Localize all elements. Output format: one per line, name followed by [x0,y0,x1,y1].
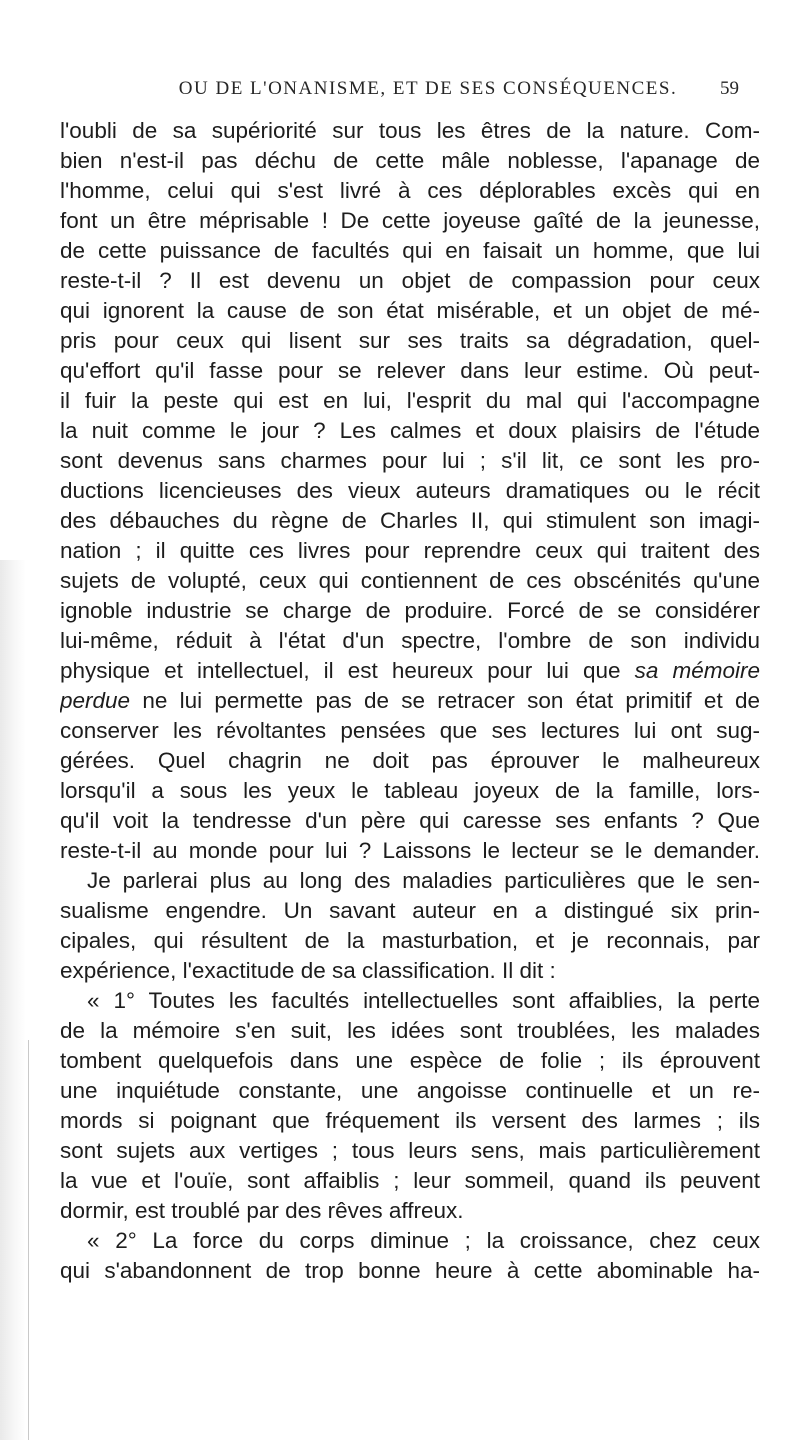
text-line: expérience, l'exactitude de sa classification. Il dit : [60,958,556,983]
text-line: dormir, est troublé par des rêves affreux. [60,1198,464,1223]
text-line: sujets de volupté, ceux qui contiennent de ces obscénités qu'une [60,568,760,593]
text-line: des débauches du règne de Charles II, qui stimulent son imagi- [60,508,760,533]
text-line: font un être méprisable ! De cette joyeuse gaîté de la jeunesse, [60,208,760,233]
binding-gutter-line [28,1040,29,1440]
text-line: qui s'abandonnent de trop bonne heure à cette abominable ha- [60,1258,760,1283]
text-line: mords si poignant que fréquement ils versent des larmes ; ils [60,1108,760,1133]
text-line: bien n'est-il pas déchu de cette mâle noblesse, l'apanage de [60,148,760,173]
text-line: sont devenus sans charmes pour lui ; s'il lit, ce sont les pro- [60,448,760,473]
text-segment: ne lui permette pas de se retracer son état primitif et de [142,688,760,713]
text-line: l'oubli de sa supériorité sur tous les êtres de la nature. Com- [60,118,760,143]
text-line: conserver les révoltantes pensées que ses lectures lui ont sug- [60,718,760,743]
text-line: sualisme engendre. Un savant auteur en a distingué six prin- [60,898,760,923]
running-head [0,72,800,108]
text-line: une inquiétude constante, une angoisse continuelle et un re- [60,1078,760,1103]
text-line: « 1° Toutes les facultés intellectuelles sont affaiblies, la perte [87,988,760,1013]
text-line: la vue et l'ouïe, sont affaiblis ; leur sommeil, quand ils peuvent [60,1168,760,1193]
text-line: qui ignorent la cause de son état misérable, et un objet de mé- [60,298,760,323]
text-segment: physique et intellectuel, il est heureux pour lui que [60,658,621,683]
text-line: cipales, qui résultent de la masturbation, et je reconnais, par [60,928,760,953]
running-title: OU DE L'ONANISME, ET DE SES CONSÉQUENCES. [178,78,678,99]
text-line: nation ; il quitte ces livres pour reprendre ceux qui traitent des [60,538,760,563]
text-line: lui-même, réduit à l'état d'un spectre, l'ombre de son individu [60,628,760,653]
text-line: de la mémoire s'en suit, les idées sont troublées, les malades [60,1018,760,1043]
text-line: lorsqu'il a sous les yeux le tableau joyeux de la famille, lors- [60,778,760,803]
text-line: il fuir la peste qui est en lui, l'esprit du mal qui l'accompagne [60,388,760,413]
text-line: ignoble industrie se charge de produire. Forcé de se considérer [60,598,760,623]
text-line: « 2° La force du corps diminue ; la croissance, chez ceux [87,1228,760,1253]
text-line-with-italic [60,656,760,686]
text-line: gérées. Quel chagrin ne doit pas éprouver le malheureux [60,748,760,773]
text-line: ductions licencieuses des vieux auteurs dramatiques ou le récit [60,478,760,503]
italic-phrase: perdue [60,688,131,713]
text-line: la nuit comme le jour ? Les calmes et doux plaisirs de l'étude [60,418,760,443]
text-line-with-italic [60,686,760,716]
text-line: l'homme, celui qui s'est livré à ces déplorables excès qui en [60,178,760,203]
text-line: qu'effort qu'il fasse pour se relever dans leur estime. Où peut- [60,358,760,383]
text-line: pris pour ceux qui lisent sur ses traits sa dégradation, quel- [60,328,760,353]
page-number: 59 [720,78,739,99]
italic-phrase: sa mémoire [634,658,760,683]
text-line: tombent quelquefois dans une espèce de folie ; ils éprouvent [60,1048,760,1073]
text-line: reste-t-il au monde pour lui ? Laissons le lecteur se le demander. [60,838,760,863]
text-line: Je parlerai plus au long des maladies particulières que le sen- [87,868,760,893]
text-line: de cette puissance de facultés qui en faisait un homme, que lui [60,238,760,263]
text-line: sont sujets aux vertiges ; tous leurs sens, mais particulièrement [60,1138,760,1163]
text-line: qu'il voit la tendresse d'un père qui caresse ses enfants ? Que [60,808,760,833]
text-line: reste-t-il ? Il est devenu un objet de compassion pour ceux [60,268,760,293]
body-text [60,116,760,1286]
binding-gutter-shadow [0,560,26,1440]
